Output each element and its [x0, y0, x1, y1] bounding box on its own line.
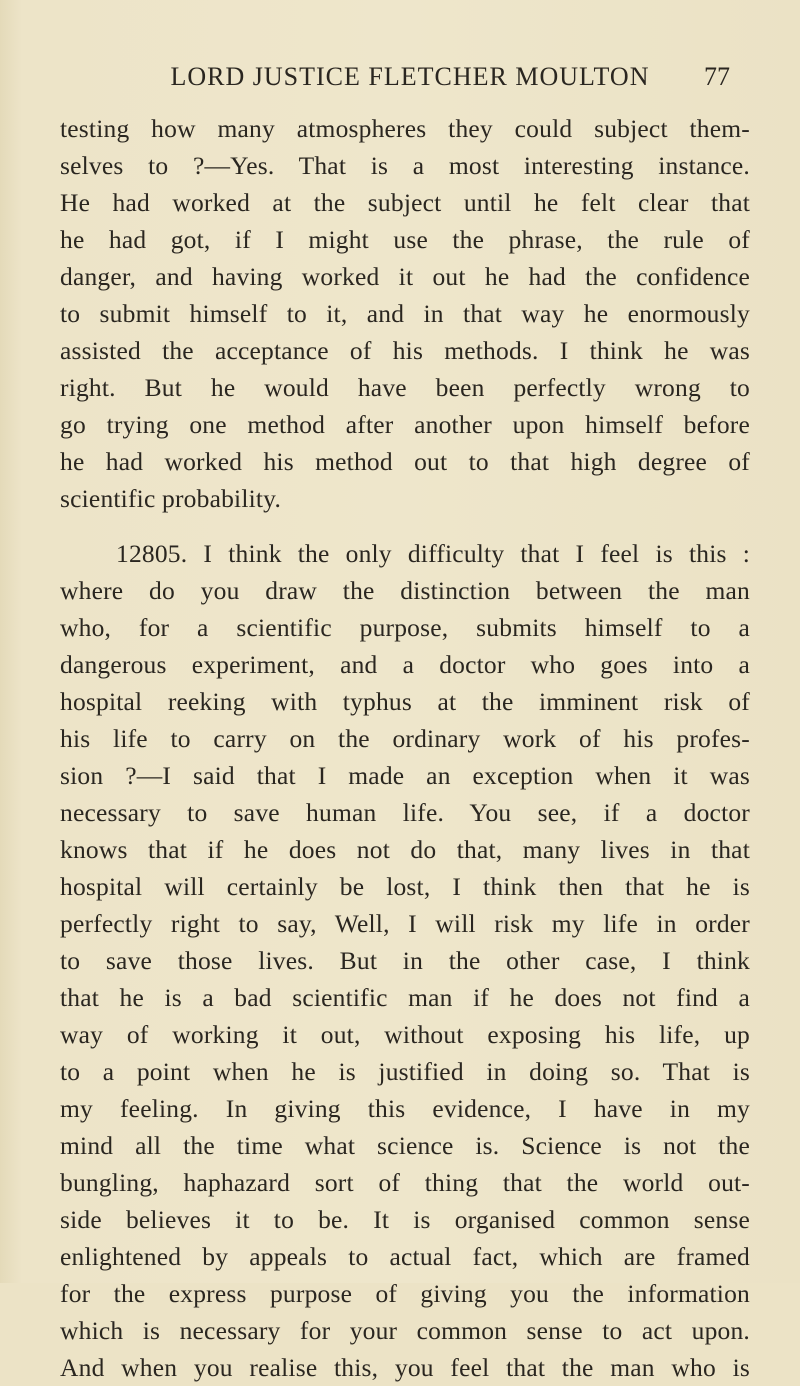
text-line: necessary to save human life. You see, if a doctor [60, 798, 750, 827]
text-line: which is necessary for your common sense to act upon. [60, 1316, 750, 1345]
text-line: to save those lives. But in the other case, I think [60, 946, 750, 975]
body-text [60, 110, 750, 1386]
text-line: selves to ?—Yes. That is a most interesting instance. [60, 151, 750, 180]
text-line: for the express purpose of giving you the information [60, 1279, 750, 1308]
text-line: who, for a scientific purpose, submits himself to a [60, 613, 750, 642]
text-line: sion ?—I said that I made an exception when it was [60, 761, 750, 790]
paragraph-2 [60, 535, 750, 1386]
paragraph-1 [60, 110, 750, 517]
page-number: 77 [704, 62, 730, 91]
text-line: right. But he would have been perfectly wrong to [60, 373, 750, 402]
text-line: danger, and having worked it out he had the confidence [60, 262, 750, 291]
text-line: bungling, haphazard sort of thing that the world out- [60, 1168, 750, 1197]
text-line: he had got, if I might use the phrase, the rule of [60, 225, 750, 254]
text-line: my feeling. In giving this evidence, I have in my [60, 1094, 750, 1123]
text-line: way of working it out, without exposing his life, up [60, 1020, 750, 1049]
text-line: And when you realise this, you feel that the man who is [60, 1353, 750, 1382]
text-line: assisted the acceptance of his methods. I think he was [60, 336, 750, 365]
text-line: hospital will certainly be lost, I think then that he is [60, 872, 750, 901]
text-line: he had worked his method out to that high degree of [60, 447, 750, 476]
text-line: hospital reeking with typhus at the imminent risk of [60, 687, 750, 716]
text-line: 12805. I think the only difficulty that I feel is this : [116, 539, 750, 568]
text-line: his life to carry on the ordinary work of his profes- [60, 724, 750, 753]
text-line: He had worked at the subject until he felt clear that [60, 188, 750, 217]
text-line: that he is a bad scientific man if he does not find a [60, 983, 750, 1012]
text-line: testing how many atmospheres they could subject them- [60, 114, 750, 143]
text-line: to a point when he is justified in doing so. That is [60, 1057, 750, 1086]
text-line: scientific probability. [60, 484, 282, 513]
text-line: perfectly right to say, Well, I will risk my life in order [60, 909, 750, 938]
text-line: enlightened by appeals to actual fact, which are framed [60, 1242, 750, 1271]
text-line: knows that if he does not do that, many lives in that [60, 835, 750, 864]
text-line: go trying one method after another upon himself before [60, 410, 750, 439]
page-header [100, 42, 740, 92]
paragraph-gap [60, 517, 750, 535]
text-line: side believes it to be. It is organised common sense [60, 1205, 750, 1234]
text-line: where do you draw the distinction between the man [60, 576, 750, 605]
text-line: to submit himself to it, and in that way he enormously [60, 299, 750, 328]
running-title: LORD JUSTICE FLETCHER MOULTON [170, 62, 650, 91]
text-line: dangerous experiment, and a doctor who goes into a [60, 650, 750, 679]
text-line: mind all the time what science is. Science is not the [60, 1131, 750, 1160]
